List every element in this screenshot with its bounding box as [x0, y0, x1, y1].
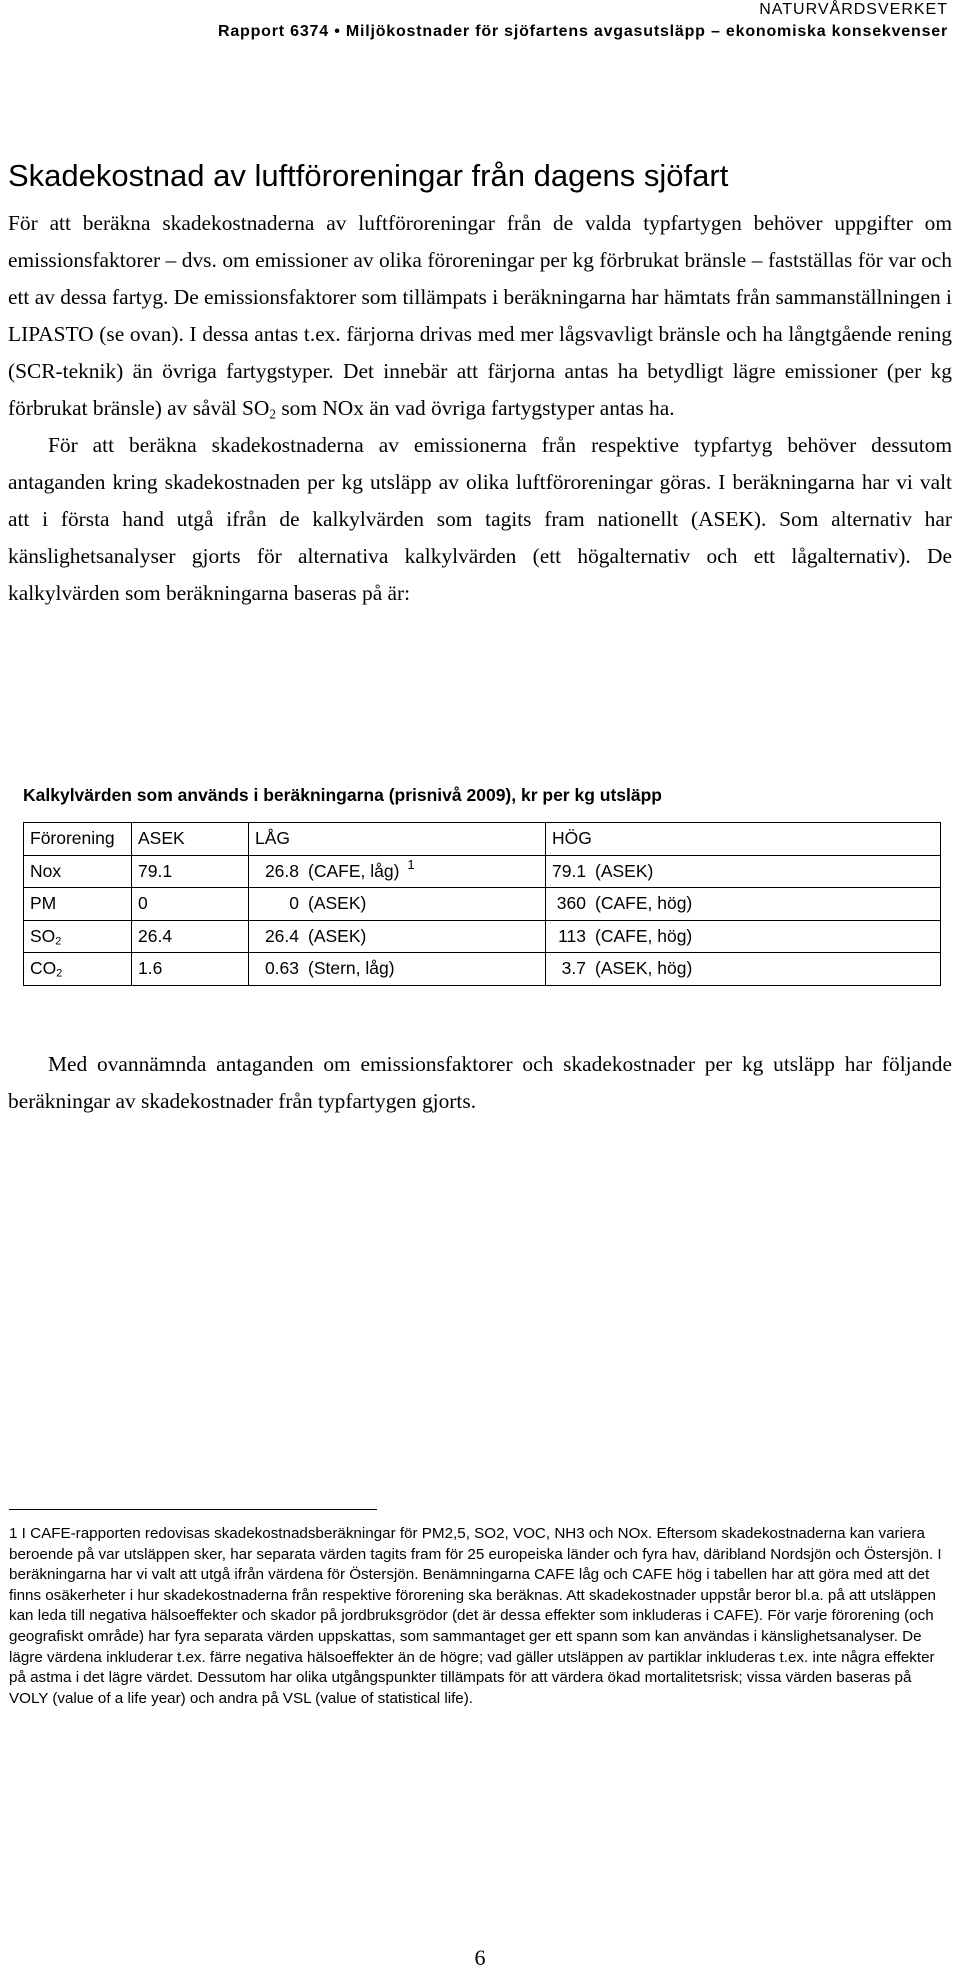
paragraph-calculation-values: För att beräkna skadekostnaderna av emissionerna från respektive typfartyg behöver dessutom antaganden kring skadekostnaden per kg utsläpp av olika luftföroreningar göras. I beräkningarna har vi valt att i första hand utgå ifrån de kalkylvärden som tagits fram nationellt (ASEK). Som alternativ har känslighetsanalyser gjorts för alternativa kalkylvärden (ett högalternativ och ett lågalternativ). De kalkylvärden som beräkningarna baseras på är: [8, 433, 952, 605]
cell-pollutant: $CO_2$ [24, 953, 132, 986]
section-title: Skadekostnad av luftföroreningar från dagens sjöfart [8, 158, 729, 193]
cell-high: 360 (CAFE, hög) [546, 888, 941, 921]
table-row [24, 855, 941, 888]
cell-low: 26.8 (CAFE, låg) $^1$ [249, 855, 546, 888]
table-row [24, 888, 941, 921]
cell-pollutant: $SO_2$ [24, 920, 132, 953]
cell-asek: 1.6 [132, 953, 249, 986]
footnote: 1 I CAFE-rapporten redovisas skadekostnadsberäkningar för PM2,5, SO2, VOC, NH3 och NOx. Eftersom skadekostnaderna kan variera beroende på var utsläppen sker, har separata värden tagits fram för 25 europeiska länder och fyra hav, däribland Nordsjön och Östersjön. I beräkningarna har vi valt att utgå ifrån värdena för Östersjön. Benämningarna CAFE låg och CAFE hög i tabellen har att göra med att det finns osäkerheter i hur skadekostnaderna från respektive förorening ska beräknas. Att skadekostnader uppstår beror bl.a. på att utsläppen kan leda till negativa hälsoeffekter och skador på jordbruksgrödor (det är dessa effekter som inkluderas i CAFE). För varje förorening (och geografiskt område) har fyra separata värden uppskattas, som sammantaget ger ett spann som kan användas i känslighetsanalyser. De lägre värdena inkluderar t.ex. färre negativa hälsoeffekter än de högre; vad gäller utsläppen av partiklar inkluderas t.ex. inte några effekter på astma i det lägre värdet. Dessutom har olika utgångspunkter tillämpats för att värdera ökad mortalitetsrisk; vissa värden baseras på VOLY (value of a life year) och andra på VSL (value of statistical life). [9, 1525, 942, 1707]
table-row [24, 953, 941, 986]
header-report-title: Rapport 6374 • Miljökostnader för sjöfartens avgasutsläpp – ekonomiska konsekvenser [217, 23, 948, 40]
cell-pollutant: Nox [24, 855, 132, 888]
table-caption: Kalkylvärden som används i beräkningarna (prisnivå 2009), kr per kg utsläpp [23, 785, 662, 805]
table-header-row [24, 823, 941, 856]
cell-high: 3.7 (ASEK, hög) [546, 953, 941, 986]
table-row [24, 920, 941, 953]
footnote-marker: 1 [407, 856, 415, 872]
page-number: 6 [474, 1945, 486, 1970]
cell-pollutant: PM [24, 888, 132, 921]
cell-low: 0.63 (Stern, låg) [249, 953, 546, 986]
footnote-separator [9, 1509, 377, 1510]
cell-high: 79.1 (ASEK) [546, 855, 941, 888]
cell-asek: 79.1 [132, 855, 249, 888]
closing-paragraph: Med ovannämnda antaganden om emissionsfaktorer och skadekostnader per kg utsläpp har följande beräkningar av skadekostnader från typfartygen gjorts. [8, 1052, 952, 1113]
header-asek: ASEK [132, 823, 249, 856]
cell-low: 0 (ASEK) [249, 888, 546, 921]
body-paragraphs [8, 205, 952, 612]
cell-asek: 0 [132, 888, 249, 921]
header-pollutant: Förorening [24, 823, 132, 856]
header-organization: NATURVÅRDSVERKET [759, 1, 948, 18]
header-low: LÅG [249, 823, 546, 856]
cell-low: 26.4 (ASEK) [249, 920, 546, 953]
paragraph-emission-factors: För att beräkna skadekostnaderna av luftföroreningar från de valda typfartygen behöver uppgifter om emissionsfaktorer – dvs. om emissioner av olika föroreningar per kg förbrukat bränsle – fastställas för var och ett av dessa fartyg. De emissionsfaktorer som tillämpats i beräkningarna har hämtats från sammanställningen i LIPASTO (se ovan). I dessa antas t.ex. färjorna drivas med mer lågsvavligt bränsle och ha långtgående rening (SCR-teknik) än övriga fartygstyper. Det innebär att färjorna antas ha betydligt lägre emissioner (per kg förbrukat bränsle) av såväl $SO_2$ som NOx än vad övriga fartygstyper antas ha. [8, 211, 952, 422]
closing-block [8, 1046, 952, 1120]
cell-asek: 26.4 [132, 920, 249, 953]
header-high: HÖG [546, 823, 941, 856]
cell-high: 113 (CAFE, hög) [546, 920, 941, 953]
calculation-values-table [23, 822, 941, 986]
